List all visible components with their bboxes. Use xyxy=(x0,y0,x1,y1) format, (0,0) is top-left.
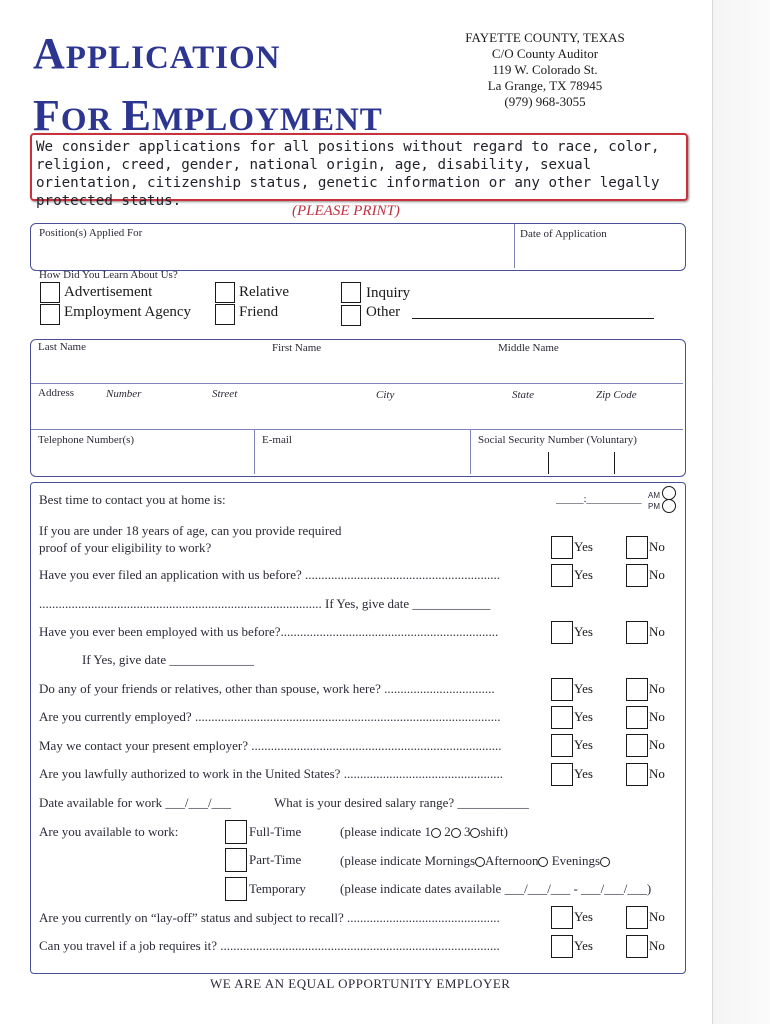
currently-employed-no-checkbox[interactable] xyxy=(626,706,648,729)
other-checkbox[interactable] xyxy=(341,305,361,326)
telephone-label: Telephone Number(s) xyxy=(38,434,135,446)
travel-no-checkbox[interactable] xyxy=(626,935,648,958)
address-label: Address xyxy=(38,387,75,399)
layoff-no-label: No xyxy=(649,909,665,924)
parttime-label: Part-Time xyxy=(249,852,302,867)
filed-date[interactable]: ....................................................................................... If Yes, give date ____________ xyxy=(39,596,491,611)
friends-question: Do any of your friends or relatives, other than spouse, work here? .................................. xyxy=(39,681,495,696)
friends-no-label: No xyxy=(649,681,665,696)
relative-label: Relative xyxy=(239,284,289,300)
authorized-no-label: No xyxy=(649,766,665,781)
contact-employer-no-checkbox[interactable] xyxy=(626,734,648,757)
currently-employed-yes-label: Yes xyxy=(574,709,593,724)
address-input[interactable] xyxy=(36,402,676,426)
filed-no-label: No xyxy=(649,567,665,582)
filed-yes-label: Yes xyxy=(574,567,593,582)
learn-label: How Did You Learn About Us? xyxy=(39,269,178,281)
city-label: City xyxy=(376,389,395,401)
friends-no-checkbox[interactable] xyxy=(626,678,648,701)
eeo-footer: WE ARE AN EQUAL OPPORTUNITY EMPLOYER xyxy=(210,976,511,991)
eeo-notice: We consider applications for all positions without regard to race, color, religion, creed, gender, national origin, age, disability, sexual orientation, citizenship status, genetic information or any other legally protected status. xyxy=(30,133,688,201)
other-label: Other xyxy=(366,304,401,320)
title-line1: APPLICATION xyxy=(33,29,281,78)
am-radio[interactable] xyxy=(662,486,676,500)
other-blank[interactable] xyxy=(412,318,654,319)
address-line: La Grange, TX 78945 xyxy=(487,78,603,93)
county-address xyxy=(450,30,640,110)
ssn-input[interactable] xyxy=(474,448,680,472)
zip-label: Zip Code xyxy=(596,389,637,401)
date-of-application-input[interactable] xyxy=(518,242,678,266)
authorized-yes-checkbox[interactable] xyxy=(551,763,573,786)
shift-label: shift) xyxy=(480,824,508,839)
currently-employed-no-label: No xyxy=(649,709,665,724)
under18-line1: If you are under 18 years of age, can you provide required xyxy=(39,523,342,538)
parttime-checkbox[interactable] xyxy=(225,848,247,872)
afternoon-radio[interactable] xyxy=(538,857,548,867)
number-label: Number xyxy=(106,388,142,400)
under18-line2: proof of your eligibility to work? xyxy=(39,540,212,555)
best-time-label: Best time to contact you at home is: xyxy=(39,492,226,507)
address-line: FAYETTE COUNTY, TEXAS xyxy=(465,30,625,45)
travel-question: Can you travel if a job requires it? ...................................................................................... xyxy=(39,938,500,953)
layoff-no-checkbox[interactable] xyxy=(626,906,648,929)
layoff-question: Are you currently on “lay-off” status and subject to recall? ............................................... xyxy=(39,910,500,925)
position-input[interactable] xyxy=(36,242,506,266)
inquiry-label: Inquiry xyxy=(366,285,411,301)
authorized-question: Are you lawfully authorized to work in the United States? ................................................. xyxy=(39,766,503,781)
fulltime-label: Full-Time xyxy=(249,824,302,839)
salary-range[interactable]: What is your desired salary range? ___________ xyxy=(274,795,529,810)
under18-no-checkbox[interactable] xyxy=(626,536,648,559)
title-line2: FOR EMPLOYMENT xyxy=(33,91,383,140)
employed-before-no-label: No xyxy=(649,624,665,639)
filed-question: Have you ever filed an application with us before? ............................................................ xyxy=(39,567,501,582)
friends-yes-label: Yes xyxy=(574,681,593,696)
fulltime-checkbox[interactable] xyxy=(225,820,247,844)
temporary-checkbox[interactable] xyxy=(225,877,247,901)
temporary-dates[interactable]: (please indicate dates available ___/___/___ - ___/___/___) xyxy=(340,881,652,896)
fulltime-shift xyxy=(340,824,508,840)
advertisement-checkbox[interactable] xyxy=(40,282,60,303)
filed-yes-checkbox[interactable] xyxy=(551,564,573,587)
shift1-radio[interactable] xyxy=(431,828,441,838)
parttime-times xyxy=(340,853,610,869)
relative-checkbox[interactable] xyxy=(215,282,235,303)
contact-employer-no-label: No xyxy=(649,737,665,752)
state-label: State xyxy=(512,389,534,401)
available-question: Are you available to work: xyxy=(39,824,179,839)
employed-before-yes-checkbox[interactable] xyxy=(551,621,573,644)
travel-no-label: No xyxy=(649,938,665,953)
mornings-radio[interactable] xyxy=(475,857,485,867)
agency-checkbox[interactable] xyxy=(40,304,60,325)
shift3-radio[interactable] xyxy=(470,828,480,838)
street-label: Street xyxy=(212,388,238,400)
friends-yes-checkbox[interactable] xyxy=(551,678,573,701)
employed-before-yes-label: Yes xyxy=(574,624,593,639)
pm-radio[interactable] xyxy=(662,499,676,513)
layoff-yes-checkbox[interactable] xyxy=(551,906,573,929)
advertisement-label: Advertisement xyxy=(64,284,153,300)
under18-no-label: No xyxy=(649,539,665,554)
shift2-label: 2 xyxy=(444,824,451,839)
please-print: (PLEASE PRINT) xyxy=(292,203,400,219)
employed-before-no-checkbox[interactable] xyxy=(626,621,648,644)
employed-before-question: Have you ever been employed with us before?................................................................... xyxy=(39,624,499,639)
evenings-radio[interactable] xyxy=(600,857,610,867)
friend-checkbox[interactable] xyxy=(215,304,235,325)
employed-before-date[interactable]: If Yes, give date _____________ xyxy=(82,652,254,667)
middle-name-label: Middle Name xyxy=(498,342,559,354)
email-label: E-mail xyxy=(262,434,292,446)
travel-yes-label: Yes xyxy=(574,938,593,953)
agency-label: Employment Agency xyxy=(64,304,192,320)
best-time-blank[interactable]: _____:__________ xyxy=(556,493,642,505)
under18-yes-label: Yes xyxy=(574,539,593,554)
currently-employed-question: Are you currently employed? .............................................................................................. xyxy=(39,709,501,724)
address-line: (979) 968-3055 xyxy=(504,94,586,109)
address-line: C/O County Auditor xyxy=(491,46,599,61)
fulltime-note: (please indicate 1 xyxy=(340,824,431,839)
inquiry-checkbox[interactable] xyxy=(341,282,361,303)
contact-employer-question: May we contact your present employer? ............................................................................. xyxy=(39,738,502,753)
under18-yes-checkbox[interactable] xyxy=(551,536,573,559)
authorized-no-checkbox[interactable] xyxy=(626,763,648,786)
last-name-label: Last Name xyxy=(38,341,86,353)
telephone-input[interactable] xyxy=(36,448,250,472)
layoff-yes-label: Yes xyxy=(574,909,593,924)
am-label: AM xyxy=(648,491,660,500)
shift2-radio[interactable] xyxy=(451,828,461,838)
contact-employer-yes-label: Yes xyxy=(574,737,593,752)
page-edge xyxy=(712,0,770,1024)
email-input[interactable] xyxy=(258,448,466,472)
name-input[interactable] xyxy=(36,356,676,380)
under18-question xyxy=(39,522,342,556)
parttime-note: (please indicate Mornings xyxy=(340,853,476,868)
afternoon-label: Afternoon xyxy=(485,853,539,868)
authorized-yes-label: Yes xyxy=(574,766,593,781)
address-line: 119 W. Colorado St. xyxy=(492,62,598,77)
travel-yes-checkbox[interactable] xyxy=(551,935,573,958)
temporary-label: Temporary xyxy=(249,881,306,896)
date-of-application-label: Date of Application xyxy=(520,228,607,240)
date-available[interactable]: Date available for work ___/___/___ xyxy=(39,795,232,810)
contact-employer-yes-checkbox[interactable] xyxy=(551,734,573,757)
evenings-label: Evenings xyxy=(551,853,601,868)
first-name-label: First Name xyxy=(272,342,322,354)
filed-no-checkbox[interactable] xyxy=(626,564,648,587)
pm-label: PM xyxy=(648,502,660,511)
position-label: Position(s) Applied For xyxy=(39,227,143,239)
shift3-label: 3 xyxy=(463,824,471,839)
ssn-label: Social Security Number (Voluntary) xyxy=(478,434,637,446)
currently-employed-yes-checkbox[interactable] xyxy=(551,706,573,729)
friend-label: Friend xyxy=(239,304,279,320)
